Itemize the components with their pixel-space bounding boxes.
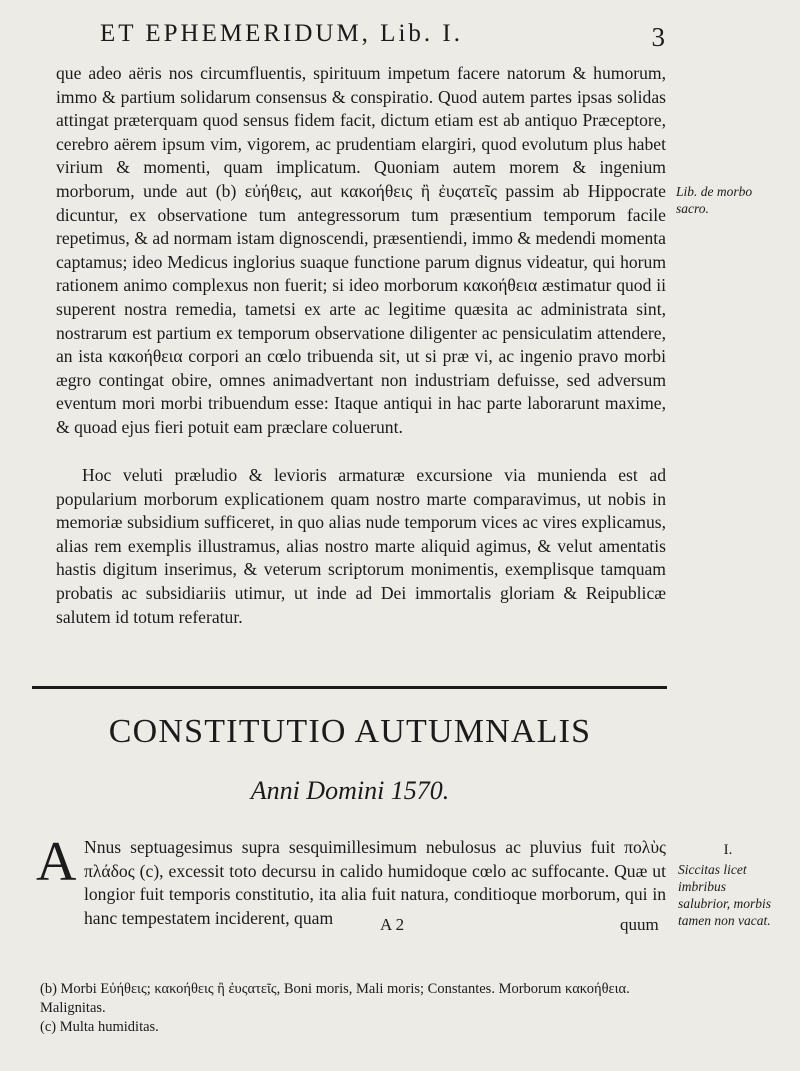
catchword: quum: [620, 915, 659, 934]
footnotes: [40, 980, 670, 1037]
section-paragraph-text: Nnus septuagesimus supra sesquimillesimum nebulosus ac pluvius fuit πολὺς πλάδος (c), excessit toto decursu in calido humidoque cœlo ac suffocante. Quæ ut longior fuit temporis constitutio, ita alia fuit natura, conditioque morborum, qui in hanc tempestatem inciderent, quam: [84, 837, 666, 928]
running-head: [100, 20, 668, 54]
section-year: Anni Domini 1570.: [250, 776, 450, 805]
signature-mark: A 2: [380, 915, 405, 934]
paragraph-text: Hoc veluti præludio & levioris armaturæ excursione via munienda est ad popularium morborum explicationem quam nostro marte comparavimus, ut nobis in memoriæ subsidium sufficeret, in quo alias nude temporum vices ac vires explicamus, alias rem exemplis illustramus, alias nostro marte aliquid agimus, & velut amentatis hastis digitum inserimus, & veterum scriptorum monimentis, exemplisque tamquam probatis ac subsidiariis utimur, ut inde ad Dei immortalis gloriam & Reipublicæ salutem id totum referatur.: [56, 465, 666, 627]
footnote-b: (b) Morbi Εὐήθεις; κακοήθεις ἢ ἐυςατεῖς, Boni moris, Mali moris; Constantes. Morborum κακοήθεια. Malignitas.: [40, 981, 630, 1016]
margin-note-siccitas: [678, 842, 778, 929]
paragraph-text: que adeo aëris nos circumfluentis, spirituum impetum facere natorum & humorum, immo & partium solidarum consensus & conspiratio. Quod autem partes ipsas solidas attingat præterquam quod sensus fidem facit, dictum etiam est ab antiquo Præceptore, cerebro aërem ipsum vim, vigorem, ac prudentiam elargiri, quod evolutum plus habet virium & momenti, quam implicatum. Quoniam autem morem & ingenium morborum, unde aut (b) εὐήθεις, aut κακοήθεις ἢ ἐυςατεῖς passim ab Hippocrate dicuntur, ex observatione tum antegressorum tum præsentium temporum facile repetimus, & ad normam istam dignoscendi, præsentiendi, immo & medendi momenta captamus; ideo Medicus inglorius suaque functione parum dignus videatur, qui horum rationem animo complexus non fuerit; si ideo morborum κακοήθεια æstimatur quod ii superent nostra remedia, tametsi ex arte ac legitime quæsita ac administrata sint, nostrarum est partium ex temporum observatione diligenter ac pensiculatim attendere, an ista κακοήθεια corpori an cœlo tribuenda sit, ut si præ vi, ac ingenio pravo morbi ægro contingat obire, omnes animadvertant non industriam defuisse, sed adversum eventum mori morbi tribuendum esse: Itaque antiqui in hac parte laborarunt maxime, & quoad ejus fieri potuit eam præclare coluerunt.: [56, 63, 666, 437]
body-paragraph-2: [56, 464, 666, 629]
drop-capital: A: [36, 831, 77, 893]
margin-note-text: Siccitas licet imbribus salubrior, morbis tamen non vacat.: [678, 862, 772, 928]
footnote-c: (c) Multa humiditas.: [40, 1019, 159, 1035]
running-head-title: ET EPHEMERIDUM, Lib. I.: [100, 20, 463, 47]
margin-note-number: I.: [723, 842, 733, 858]
page-number: 3: [651, 22, 668, 52]
section-divider-rule: [32, 686, 667, 689]
section-title: CONSTITUTIO AUTUMNALIS: [108, 713, 592, 750]
margin-note-reference: Lib. de morbo sacro.: [676, 184, 753, 216]
body-paragraph-1: [56, 62, 666, 440]
section-paragraph: [84, 836, 666, 930]
